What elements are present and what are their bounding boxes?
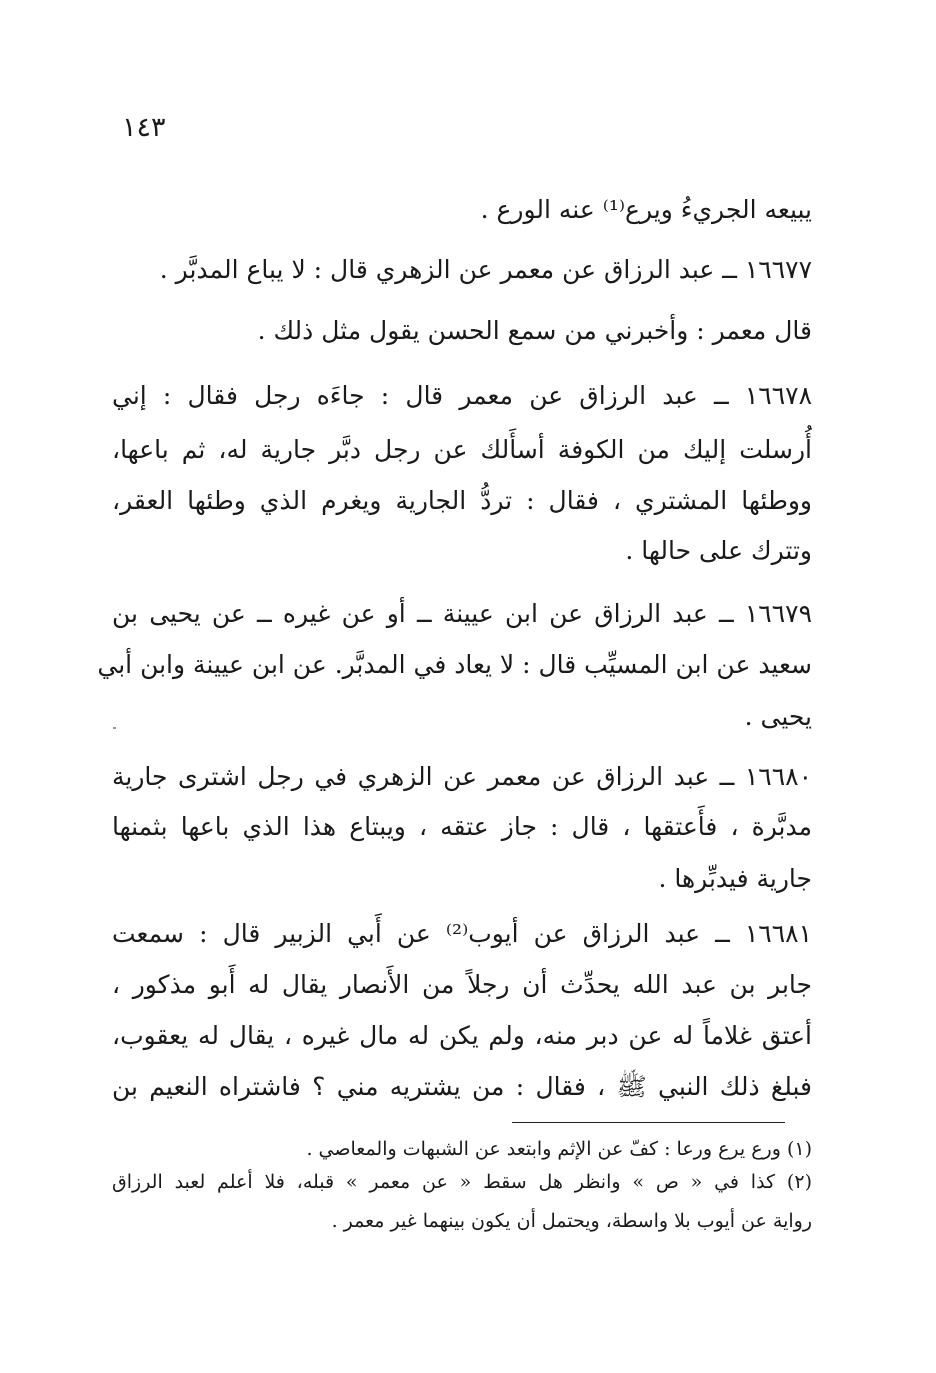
- page-number: ١٤٣: [122, 112, 166, 143]
- hadith-16681-line-4: فبلغ ذلك النبي ﷺ ، فقال : من يشتريه مني ؟ فاشتراه النعيم بن: [112, 1072, 812, 1101]
- text-line: يبيعه الجريءُ ويرع⁽¹⁾ عنه الورع .: [480, 195, 812, 224]
- hadith-16679-line-1: ١٦٦٧٩ ــ عبد الرزاق عن ابن عيينة ــ أو عن غيره ــ عن يحيى بن: [112, 599, 812, 628]
- hadith-16680-line-3: جارية فيدبِّرها .: [658, 864, 812, 893]
- hadith-16678-line-3: ووطئها المشتري ، فقال : تردُّ الجارية ويغرم الذي وطئها العقر،: [112, 486, 812, 515]
- hadith-16680-line-2: مدبَّرة ، فأَعتقها ، قال : جاز عتقه ، ويبتاع هذا الذي باعها بثمنها: [112, 812, 812, 841]
- hadith-16680-line-1: ١٦٦٨٠ ــ عبد الرزاق عن معمر عن الزهري في رجل اشترى جارية: [112, 762, 812, 791]
- footnote-1: (١) ورع يرع ورعا : كفّ عن الإثم وابتعد عن الشبهات والمعاصي .: [306, 1138, 812, 1160]
- hadith-16677-line-1: ١٦٦٧٧ ــ عبد الرزاق عن معمر عن الزهري قال : لا يباع المدبَّر .: [159, 255, 812, 284]
- hadith-16681-line-2: جابر بن عبد الله يحدِّث أن رجلاً من الأَنصار يقال له أَبو مذكور ،: [112, 970, 812, 999]
- hadith-16678-line-4: وتترك على حالها .: [625, 536, 812, 565]
- footnote-2-line-2: رواية عن أيوب بلا واسطة، ويحتمل أن يكون بينهما غير معمر .: [331, 1210, 812, 1232]
- hadith-16679-line-3: يحيى .: [744, 702, 812, 731]
- hadith-16679-line-2: سعيد عن ابن المسيِّب قال : لا يعاد في المدبَّر. عن ابن عيينة وابن أبي: [97, 650, 812, 679]
- hadith-16678-line-2: أُرسلت إليك من الكوفة أسأَلك عن رجل دبَّر جارية له، ثم باعها،: [112, 435, 812, 464]
- footnote-divider: [512, 1122, 785, 1123]
- footnote-2-line-1: (٢) كذا في « ص » وانظر هل سقط « عن معمر » قبله، فلا أعلم لعبد الرزاق: [112, 1171, 812, 1193]
- page-speck: [113, 727, 116, 729]
- hadith-16681-line-3: أعتق غلاماً له عن دبر منه، ولم يكن له مال غيره ، يقال له يعقوب،: [112, 1021, 812, 1050]
- hadith-16677-line-2: قال معمر : وأخبرني من سمع الحسن يقول مثل ذلك .: [257, 316, 812, 345]
- hadith-16681-line-1: ١٦٦٨١ ــ عبد الرزاق عن أيوب⁽²⁾ عن أَبي الزبير قال : سمعت: [112, 919, 812, 948]
- hadith-16678-line-1: ١٦٦٧٨ ــ عبد الرزاق عن معمر قال : جاءَه رجل فقال : إني: [112, 381, 812, 410]
